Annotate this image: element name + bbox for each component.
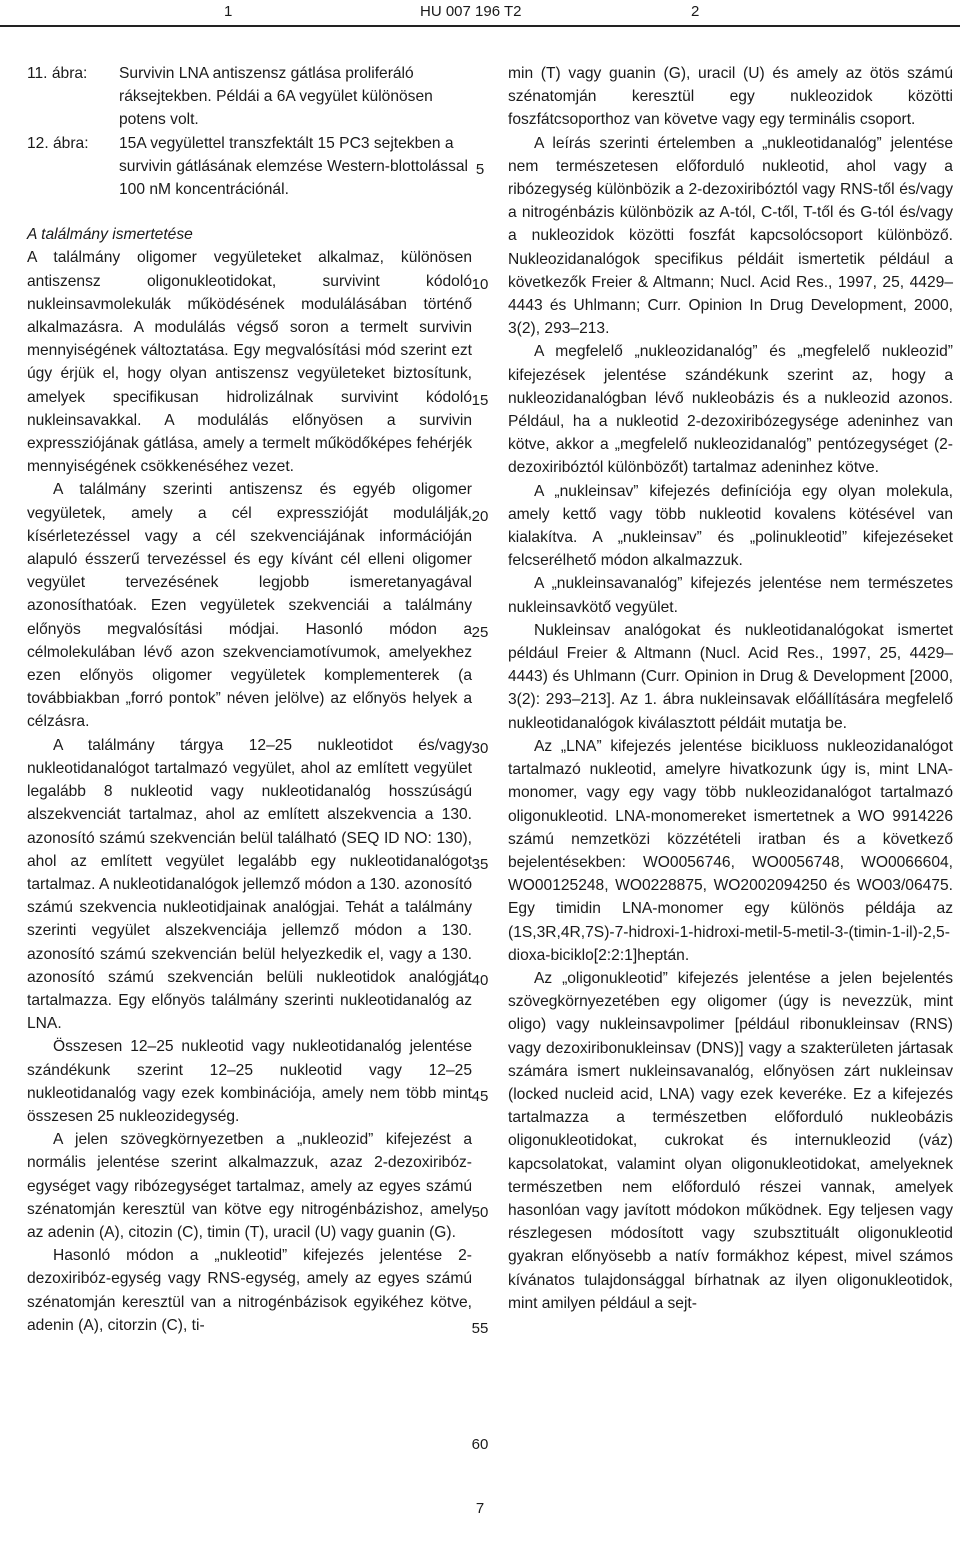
line-number: 20 [471,508,489,525]
figure-text: Survivin LNA antiszensz gátlása proliferáló ráksejtekben. Példái a 6A vegyület különösen potens volt. [119,65,433,129]
figure-label: 12. ábra: [27,134,89,152]
line-number: 45 [471,1088,489,1105]
paragraph: A „nukleinsavanalóg” kifejezés jelentése nem természetes nukleinsavkötő vegyület. [508,575,953,616]
line-number: 5 [475,161,485,178]
right-column [508,62,953,1315]
paragraph: A találmány tárgya 12–25 nukleotidot és/vagy nukleotidanalógot tartalmazó vegyület, ahol az említett vegyület legalább 8 nukleotid vagy nukleotidanalóg hosszúságú alszekvenciát tartalmaz, ahol az említett alszekvencia a 130. azonosító számú szekvencián belül található (SEQ ID NO: 130), ahol az említett vegyület legalább egy nukleotidanalógot tartalmaz. A nukleotidanalógok jellemző módon a 130. azonosító számú szekvencia nukleotidjainak analógjai. Tehát a találmány szerinti vegyület alszekvenciája jellemző módon a 130. azonosító számú szekvencián belül helyezkedik el, vagy a 130. azonosító számú szekvencián belüli nukleotidok analógját tartalmazza. Egy előnyös találmány szerinti nukleotidanalóg az LNA. [27,736,472,1033]
line-number: 55 [471,1320,489,1337]
line-number: 60 [471,1436,489,1453]
line-number: 15 [471,392,489,409]
paragraph: Az „oligonukleotid” kifejezés jelentése a jelen bejelentés szövegkörnyezetében egy oligomer (úgy is nevezzük, mint oligo) vagy nukleinsavpolimer [például ribonukleinsav (RNS) vagy dezoxiribonukleinsav (DNS)] vagy a szakterületen jártasak számára ismert nukleinsavanalóg, előnyösen zárt nukleinsav (locked nucleid acid, LNA) vagy ezek keveréke. Ez a kifejezés tartalmazza a természetben előforduló nukleobázis oligonukleotidokat, cukrokat és internukleozid (váz) kapcsolatokat, valamint olyan oligonukleotidokat, amelyeknek természetben nem előforduló részei vannak, amelyek hasonlóan vagy javított módokon működnek. Egy teljesen vagy részlegesen módosított vagy szubsztituált oligonukleotid gyakran előnyösebb a natív formákhoz képest, mivel számos kívánatos tulajdonsággal bírhatnak az ilyen oligonukleotidok, mint amilyen például a sejt- [508,969,953,1312]
line-number: 10 [471,276,489,293]
paragraph: A találmány szerinti antiszensz és egyéb oligomer vegyületek, amely a cél expresszióját modulálják, kísérletezéssel vagy a cél szekvenciájának információján alapuló ésszerű tervezéssel és egy kívánt cél elleni oligomer vegyület tervezésének legjobb ismeretanyagával azonosíthatóak. Ezen vegyületek szekvenciái a találmány előnyös megvalósítási módjai. Hasonló módon a célmolekulában lévő azon szekvenciamotívumok, amelyekhez ezen előnyös oligomer vegyületek komplementerek (a továbbiakban „forró pontok” néven jelölve) az előnyös helyek a célzásra. [27,481,472,731]
line-number: 35 [471,856,489,873]
header-document-number: HU 007 196 T2 [420,3,522,20]
figure-caption [27,132,472,202]
figure-caption [27,62,472,132]
paragraph: A megfelelő „nukleozidanalóg” és „megfelelő nukleozid” kifejezések jelentése szándékunk szerint az, hogy a nukleozidanalógban lévő nukleobázis és a nukleozid azonos. Például, ha a nukleotid 2-dezoxiribózegysége adeninhez van kötve, akkor a „megfelelő nukleozidanalóg” pentózegységet (2-dezoxiribóztól különbözőt) tartalmaz adeninhez kötve. [508,343,953,477]
header-left-page-number: 1 [224,3,233,20]
paragraph: A találmány oligomer vegyületeket alkalmaz, különösen antiszensz oligonukleotidokat, survivint kódoló nukleinsavmolekulák működésének modulálásában történő alkalmazásra. A modulálás végső soron a termelt survivin mennyiségének változtatása. Egy megvalósítási mód szerint ezt úgy érjük el, hogy olyan antiszensz vegyületeket biztosítunk, amelyek specifikusan hidrolizálnak survivint kódoló nukleinsavakkal. A modulálás előnyösen a survivin expressziójának gátlása, amely a termelt működőképes fehérjék mennyiségének csökkenéséhez vezet. [27,249,472,476]
paragraph: min (T) vagy guanin (G), uracil (U) és amely az ötös számú szénatomján keresztül egy nukleozidok közötti foszfátcsoporthoz van követve vagy egy terminális csoport. [508,65,953,129]
paragraph: A jelen szövegkörnyezetben a „nukleozid” kifejezést a normális jelentése szerint alkalmazzuk, azaz 2-dezoxiribóz-egységet vagy ribózegységet tartalmaz, amely az egyes számú szénatomján keresztül van kötve egy nitrogénbázishoz, amely az adenin (A), citozin (C), timin (T), uracil (U) vagy guanin (G). [27,1131,472,1241]
page-number: 7 [475,1500,485,1517]
line-number: 30 [471,740,489,757]
line-number: 50 [471,1204,489,1221]
paragraph: A „nukleinsav” kifejezés definíciója egy olyan molekula, amely kettő vagy több nukleotid kovalens kötésével van kialakítva. A „nukleinsav” és „polinukleotid” kifejezéseket felcserélhető módon alkalmazzuk. [508,482,953,570]
paragraph: A leírás szerinti értelemben a „nukleotidanalóg” jelentése nem természetesen előforduló nukleotid, ahol vagy a ribózegység különbözik a 2-dezoxiribóztól vagy RNS-től és/vagy a nitrogénbázis különbözik az A-tól, C-től, T-től és G-tól és/vagy a nukleozidok közötti foszfát kapcsolócsoport különböző. Nukleozidanalógok specifikus példáit ismertetik például a következők Freier & Altmann; Nucl. Acid Res., 1997, 25, 4429–4443 és Uhlmann; Curr. Opinion In Drug Development, 2000, 3(2), 293–213. [508,134,953,338]
line-number: 40 [471,972,489,989]
line-number: 25 [471,624,489,641]
left-column [27,62,472,1337]
header-rule [0,25,960,27]
paragraph: Összesen 12–25 nukleotid vagy nukleotidanalóg jelentése szándékunk szerint 12–25 nukleotid vagy 12–25 nukleotidanalóg vagy ezek kombinációja, amely nem több mint összesen 25 nukleozidegység. [27,1038,472,1125]
paragraph: Hasonló módon a „nukleotid” kifejezés jelentése 2-dezoxiribóz-egység vagy RNS-egység, amely az egyes számú szénatomján keresztül van a nitrogénbázisok egyikéhez kötve, adenin (A), citorzin (C), ti- [27,1247,472,1334]
figure-label: 11. ábra: [27,65,88,82]
paragraph: Nukleinsav analógokat és nukleotidanalógokat ismertet például Freier & Altmann (Nucl. Acid Res., 1997, 25, 4429–4443) és Uhlmann (Curr. Opinion in Drug & Development [2000, 3(2): 293–213]. Az 1. ábra nukleinsavak előállítására megfelelő nukleotidanalógok kiválasztott példáit mutatja be. [508,621,953,732]
figure-text: 15A vegyülettel transzfektált 15 PC3 sejtekben a survivin gátlásának elemzése Western-blottolással 100 nM koncentrációnál. [119,134,469,199]
header-right-page-number: 2 [691,3,700,20]
section-heading: A találmány ismertetése [27,226,193,244]
paragraph: Az „LNA” kifejezés jelentése bicikluoss nukleozidanalógot tartalmazó nukleotid, amelyre hivatkozunk úgy is, mint LNA-monomer, vagy egy vagy több nukleozidanalógot tartalmazó oligonukleotid. LNA-monomereket ismertetnek a WO 9914226 számú nemzetközi közzétételi iratban és a következő bejelentésekben: WO0056746, WO0056748, WO0066604, WO00125248, WO0228875, WO2002094250 és WO03/06475. Egy timidin LNA-monomer egy különös példája az (1S,3R,4R,7S)-7-hidroxi-1-hidroxi-metil-5-metil-3-(timin-1-il)-2,5-dioxa-biciklo[2:2:1]heptán. [508,737,953,964]
